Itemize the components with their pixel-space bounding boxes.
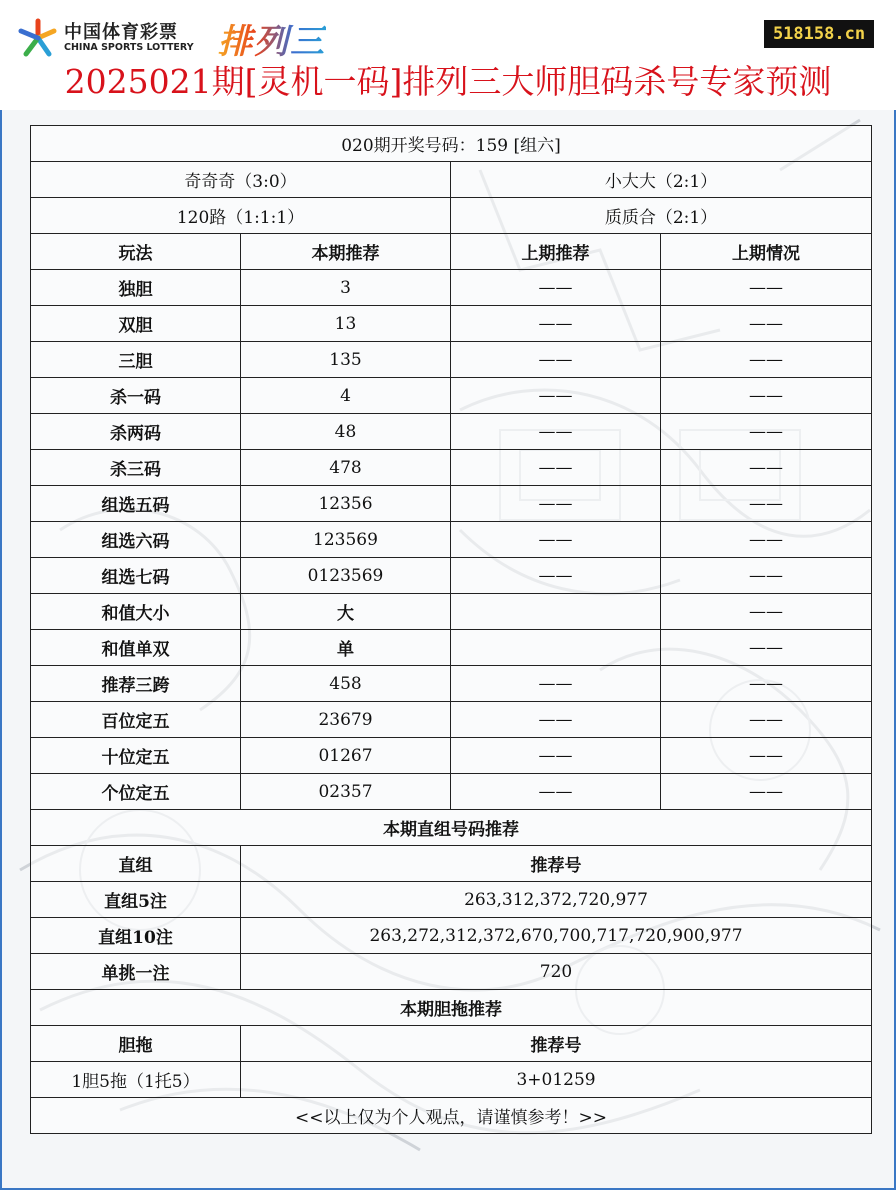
column-header: 玩法 — [31, 234, 241, 270]
disclaimer-note: <<以上仅为个人观点，请谨慎参考！>> — [31, 1098, 872, 1134]
rec-cell: 12356 — [241, 486, 451, 522]
size-cell: 小大大（2:1） — [451, 162, 872, 198]
dantuo-label: 1胆5拖（1托5） — [31, 1062, 241, 1098]
rec-cell: 4 — [241, 378, 451, 414]
draw-result-row — [31, 126, 872, 162]
direct-label: 直组10注 — [31, 918, 241, 954]
dantuo-row — [31, 1062, 872, 1098]
table-row — [31, 414, 872, 450]
last-cell: —— — [451, 342, 661, 378]
status-cell: —— — [661, 450, 872, 486]
rec-cell: 大 — [241, 594, 451, 630]
play-cell: 个位定五 — [31, 774, 241, 810]
table-row — [31, 522, 872, 558]
play-cell: 推荐三跨 — [31, 666, 241, 702]
table-row — [31, 450, 872, 486]
status-cell: —— — [661, 414, 872, 450]
last-cell: —— — [451, 522, 661, 558]
play-cell: 杀三码 — [31, 450, 241, 486]
table-row — [31, 666, 872, 702]
last-cell — [451, 630, 661, 666]
direct-col1-header: 直组 — [31, 846, 241, 882]
column-header: 上期推荐 — [451, 234, 661, 270]
footer-row — [31, 1098, 872, 1134]
status-cell: —— — [661, 270, 872, 306]
status-cell: —— — [661, 702, 872, 738]
play-cell: 双胆 — [31, 306, 241, 342]
last-cell — [451, 594, 661, 630]
summary-row — [31, 162, 872, 198]
logo-brand-text: 排列三 — [218, 14, 326, 63]
rec-cell: 3 — [241, 270, 451, 306]
play-cell: 三胆 — [31, 342, 241, 378]
play-cell: 杀一码 — [31, 378, 241, 414]
last-cell: —— — [451, 486, 661, 522]
table-row — [31, 630, 872, 666]
status-cell: —— — [661, 666, 872, 702]
table-row — [31, 774, 872, 810]
direct-label: 单挑一注 — [31, 954, 241, 990]
rec-cell: 23679 — [241, 702, 451, 738]
status-cell: —— — [661, 486, 872, 522]
lottery-star-icon — [18, 18, 58, 58]
table-row — [31, 306, 872, 342]
route-cell: 120路（1:1:1） — [31, 198, 451, 234]
last-cell: —— — [451, 414, 661, 450]
table-row — [31, 486, 872, 522]
play-cell: 组选七码 — [31, 558, 241, 594]
play-cell: 独胆 — [31, 270, 241, 306]
column-header-row — [31, 234, 872, 270]
status-cell: —— — [661, 738, 872, 774]
site-badge[interactable]: 518158.cn — [764, 20, 874, 48]
last-cell: —— — [451, 774, 661, 810]
status-cell: —— — [661, 558, 872, 594]
prediction-table — [30, 125, 872, 1134]
section-header-row — [31, 1026, 872, 1062]
column-header: 上期情况 — [661, 234, 872, 270]
rec-cell: 单 — [241, 630, 451, 666]
direct-label: 直组5注 — [31, 882, 241, 918]
direct-row — [31, 882, 872, 918]
direct-value: 720 — [241, 954, 872, 990]
logo-cn-text: 中国体育彩票 — [64, 22, 178, 43]
table-row — [31, 270, 872, 306]
direct-section-title: 本期直组号码推荐 — [31, 810, 872, 846]
last-cell: —— — [451, 270, 661, 306]
play-cell: 和值大小 — [31, 594, 241, 630]
status-cell: —— — [661, 594, 872, 630]
draw-result-cell: 020期开奖号码：159 [组六] — [31, 126, 872, 162]
table-row — [31, 702, 872, 738]
table-row — [31, 342, 872, 378]
rec-cell: 48 — [241, 414, 451, 450]
section-title-row — [31, 810, 872, 846]
direct-value: 263,312,372,720,977 — [241, 882, 872, 918]
dantuo-value: 3+01259 — [241, 1062, 872, 1098]
column-header: 本期推荐 — [241, 234, 451, 270]
page-title: 2025021期[灵机一码]排列三大师胆码杀号专家预测 — [64, 62, 832, 101]
last-cell: —— — [451, 306, 661, 342]
rec-cell: 01267 — [241, 738, 451, 774]
last-cell: —— — [451, 558, 661, 594]
rec-cell: 13 — [241, 306, 451, 342]
direct-row — [31, 954, 872, 990]
lottery-logo — [18, 16, 328, 60]
table-row — [31, 558, 872, 594]
last-cell: —— — [451, 450, 661, 486]
play-cell: 组选五码 — [31, 486, 241, 522]
status-cell: —— — [661, 630, 872, 666]
dantuo-col1-header: 胆拖 — [31, 1026, 241, 1062]
table-row — [31, 378, 872, 414]
direct-row — [31, 918, 872, 954]
rec-cell: 478 — [241, 450, 451, 486]
status-cell: —— — [661, 342, 872, 378]
status-cell: —— — [661, 306, 872, 342]
play-cell: 百位定五 — [31, 702, 241, 738]
rec-cell: 135 — [241, 342, 451, 378]
rec-cell: 0123569 — [241, 558, 451, 594]
rec-cell: 02357 — [241, 774, 451, 810]
play-cell: 杀两码 — [31, 414, 241, 450]
section-title-row — [31, 990, 872, 1026]
dantuo-col2-header: 推荐号 — [241, 1026, 872, 1062]
dantuo-section-title: 本期胆拖推荐 — [31, 990, 872, 1026]
status-cell: —— — [661, 522, 872, 558]
prime-cell: 质质合（2:1） — [451, 198, 872, 234]
rec-cell: 458 — [241, 666, 451, 702]
summary-row — [31, 198, 872, 234]
table-row — [31, 594, 872, 630]
play-cell: 十位定五 — [31, 738, 241, 774]
status-cell: —— — [661, 774, 872, 810]
play-cell: 组选六码 — [31, 522, 241, 558]
direct-value: 263,272,312,372,670,700,717,720,900,977 — [241, 918, 872, 954]
status-cell: —— — [661, 378, 872, 414]
last-cell: —— — [451, 738, 661, 774]
direct-col2-header: 推荐号 — [241, 846, 872, 882]
rec-cell: 123569 — [241, 522, 451, 558]
last-cell: —— — [451, 666, 661, 702]
table-row — [31, 738, 872, 774]
odd-even-cell: 奇奇奇（3:0） — [31, 162, 451, 198]
logo-en-text: CHINA SPORTS LOTTERY — [64, 42, 194, 53]
last-cell: —— — [451, 378, 661, 414]
section-header-row — [31, 846, 872, 882]
last-cell: —— — [451, 702, 661, 738]
play-cell: 和值单双 — [31, 630, 241, 666]
page-header — [0, 0, 896, 110]
